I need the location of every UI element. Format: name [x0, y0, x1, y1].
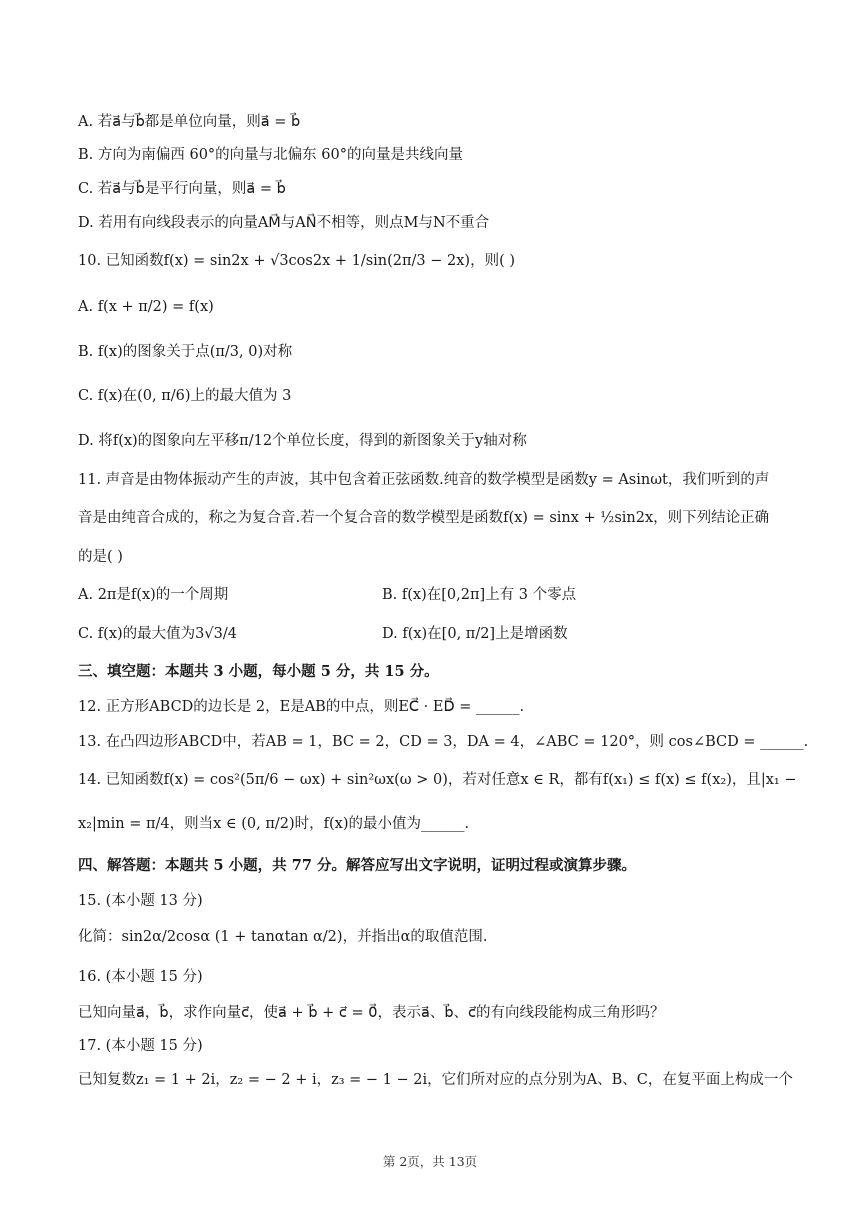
q14-line1: 14. 已知函数f(x) = cos²(5π/6 − ωx) + sin²ωx(ω > 0)，若对任意x ∈ R，都有f(x₁) ≤ f(x) ≤ f(x₂)，且|x₁ −: [78, 772, 797, 788]
page-footer: 第 2页，共 13页: [382, 1154, 478, 1169]
section-3-heading: 三、填空题：本题共 3 小题，每小题 5 分，共 15 分。: [78, 663, 439, 680]
q11-option-a: A. 2π是f(x)的一个周期: [78, 587, 229, 603]
q10-option-b: B. f(x)的图象关于点(π/3, 0)对称: [78, 344, 293, 360]
q11-stem-line1: 11. 声音是由物体振动产生的声波，其中包含着正弦函数.纯音的数学模型是函数y = Asinωt，我们听到的声: [78, 472, 770, 488]
q12: 12. 正方形ABCD的边长是 2，E是AB的中点，则EC⃗ · ED⃗ = ______.: [78, 699, 525, 715]
q9-option-c: C. 若a⃗与b⃗是平行向量，则a⃗ = b⃗: [78, 181, 286, 197]
q11-option-c: C. f(x)的最大值为3√3/4: [78, 626, 237, 642]
q11-stem-line2: 音是由纯音合成的，称之为复合音.若一个复合音的数学模型是函数f(x) = sinx + ½sin2x，则下列结论正确: [78, 510, 770, 526]
q11-stem-line3: 的是( ): [78, 549, 123, 565]
q10-option-c: C. f(x)在(0, π/6)上的最大值为 3: [78, 388, 292, 404]
section-4-heading: 四、解答题：本题共 5 小题，共 77 分。解答应写出文字说明，证明过程或演算步骤。: [78, 857, 636, 874]
q13: 13. 在凸四边形ABCD中，若AB = 1，BC = 2，CD = 3，DA = 4，∠ABC = 120°，则 cos∠BCD = ______.: [78, 734, 809, 750]
q15-header: 15. (本小题 13 分): [78, 893, 203, 909]
q16-body: 已知向量a⃗，b⃗，求作向量c⃗，使a⃗ + b⃗ + c⃗ = 0⃗，表示a⃗、b⃗、c⃗的有向线段能构成三角形吗？: [78, 1005, 665, 1021]
q11-option-b: B. f(x)在[0,2π]上有 3 个零点: [382, 587, 577, 603]
q17-body: 已知复数z₁ = 1 + 2i，z₂ = − 2 + i，z₃ = − 1 − 2i，它们所对应的点分别为A、B、C，在复平面上构成一个: [78, 1072, 793, 1088]
q16-header: 16. (本小题 15 分): [78, 969, 203, 985]
q9-option-d: D. 若用有向线段表示的向量AM⃗与AN⃗不相等，则点M与N不重合: [78, 215, 490, 231]
q10-stem: 10. 已知函数f(x) = sin2x + √3cos2x + 1/sin(2π/3 − 2x)，则( ): [78, 253, 516, 269]
q9-option-a: A. 若a⃗与b⃗都是单位向量，则a⃗ = b⃗: [78, 114, 301, 130]
q11-option-d: D. f(x)在[0, π/2]上是增函数: [382, 626, 568, 642]
q10-option-d: D. 将f(x)的图象向左平移π/12个单位长度，得到的新图象关于y轴对称: [78, 433, 527, 449]
q15-body: 化简：sin2α/2cosα (1 + tanαtan α/2)，并指出α的取值范围.: [78, 929, 488, 945]
q10-option-a: A. f(x + π/2) = f(x): [78, 299, 214, 315]
q17-header: 17. (本小题 15 分): [78, 1038, 203, 1054]
q14-line2: x₂|min = π/4，则当x ∈ (0, π/2)时，f(x)的最小值为______.: [78, 816, 470, 832]
q9-option-b: B. 方向为南偏西 60°的向量与北偏东 60°的向量是共线向量: [78, 147, 463, 163]
